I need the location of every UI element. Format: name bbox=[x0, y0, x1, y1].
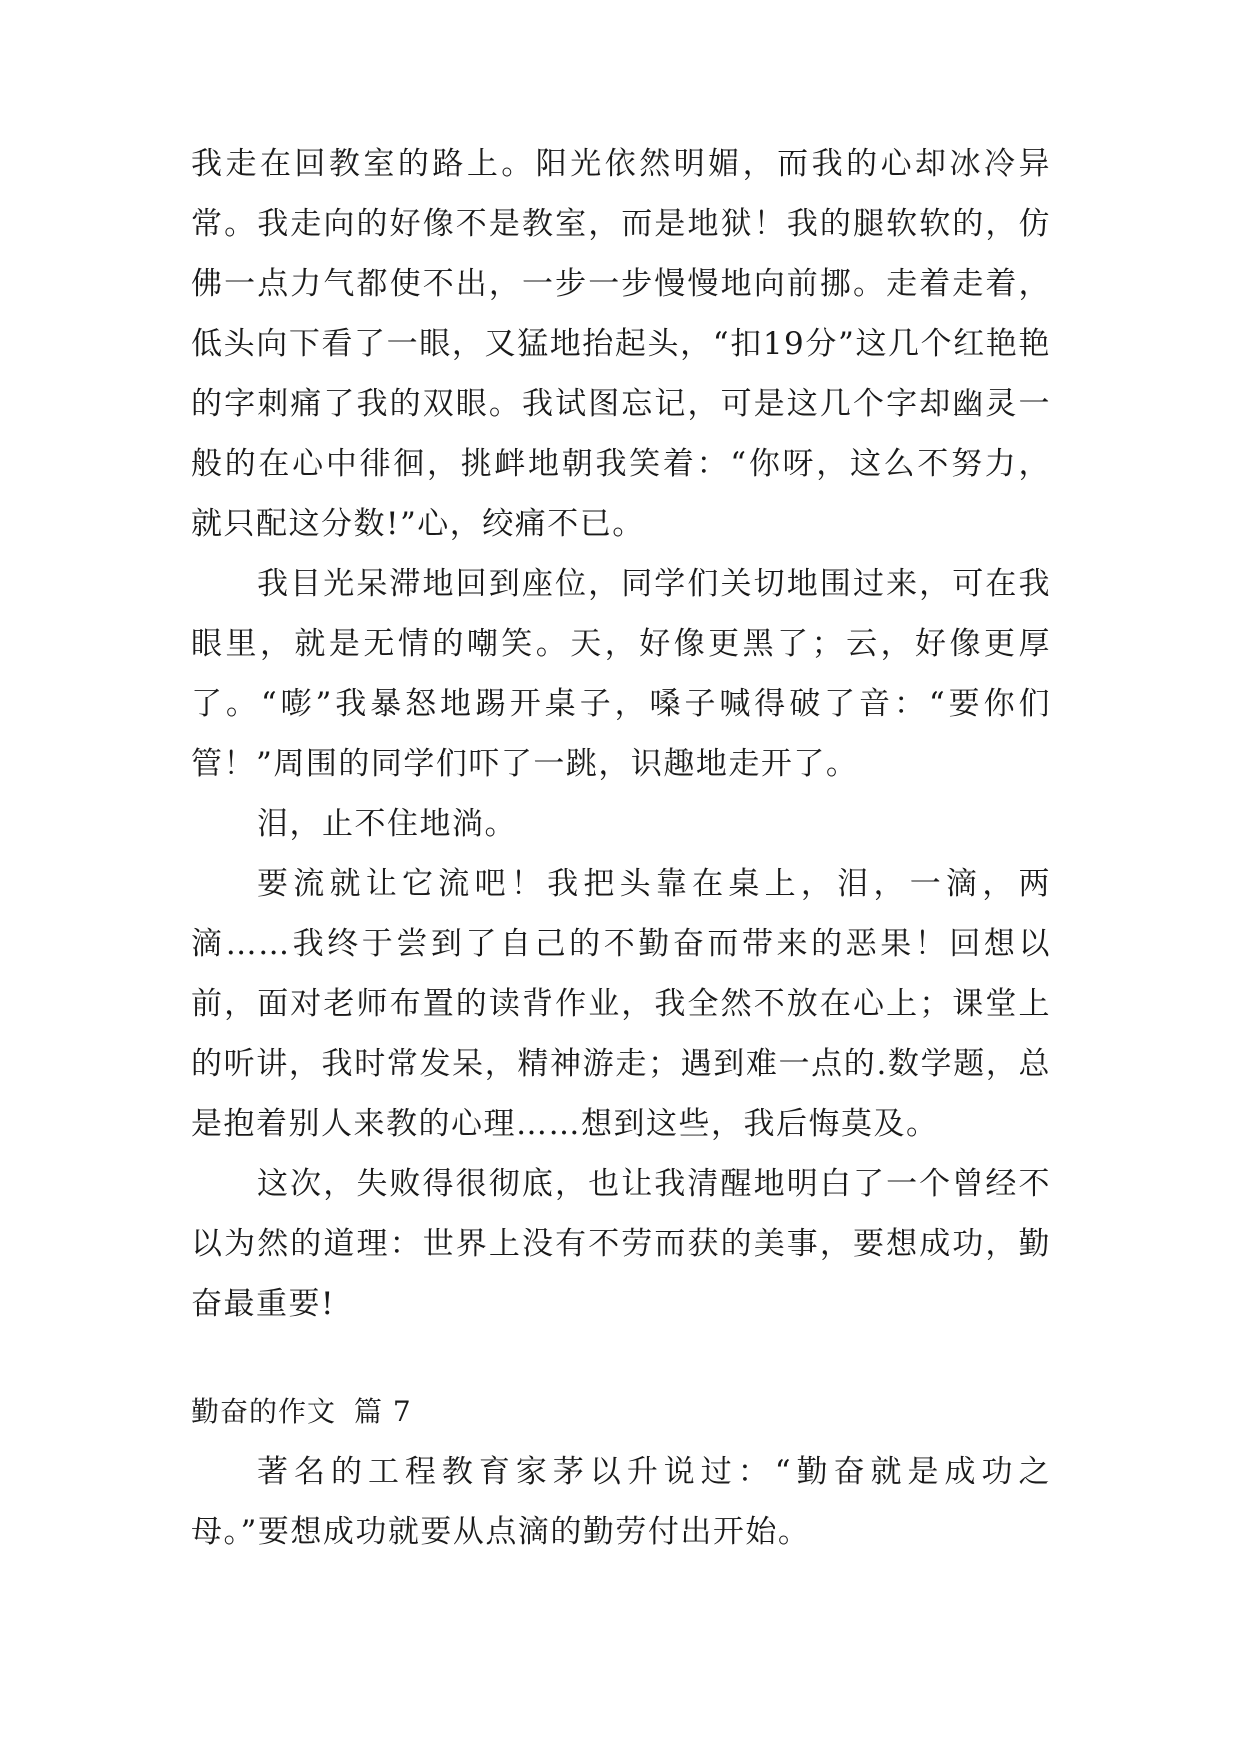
paragraph-4: 要流就让它流吧！我把头靠在桌上，泪，一滴，两滴……我终于尝到了自己的不勤奋而带来的恶果！回想以前，面对老师布置的读背作业，我全然不放在心上；课堂上的听讲，我时常发呆，精神游走；遇到难一点的.数学题，总是抱着别人来教的心理……想到这些，我后悔莫及。 bbox=[191, 866, 1051, 1142]
document-body bbox=[191, 134, 1051, 1562]
section-title: 勤奋的作文 bbox=[191, 1395, 337, 1428]
section-number: 篇 7 bbox=[354, 1395, 412, 1428]
section-paragraph-1: 著名的工程教育家茅以升说过：“勤奋就是成功之母。”要想成功就要从点滴的勤劳付出开始。 bbox=[191, 1454, 1051, 1550]
paragraph-3: 泪，止不住地淌。 bbox=[257, 806, 517, 842]
paragraph-5: 这次，失败得很彻底，也让我清醒地明白了一个曾经不以为然的道理：世界上没有不劳而获的美事，要想成功，勤奋最重要! bbox=[191, 1166, 1051, 1322]
paragraph-1: 我走在回教室的路上。阳光依然明媚，而我的心却冰冷异常。我走向的好像不是教室，而是地狱！我的腿软软的，仿佛一点力气都使不出，一步一步慢慢地向前挪。走着走着，低头向下看了一眼，又猛地抬起头，“扣19分”这几个红艳艳的字刺痛了我的双眼。我试图忘记，可是这几个字却幽灵一般的在心中徘徊，挑衅地朝我笑着：“你呀，这么不努力，就只配这分数!”心，绞痛不已。 bbox=[191, 146, 1051, 542]
paragraph-2: 我目光呆滞地回到座位，同学们关切地围过来，可在我眼里，就是无情的嘲笑。天，好像更黑了；云，好像更厚了。“嘭”我暴怒地踢开桌子，嗓子喊得破了音：“要你们管！”周围的同学们吓了一跳，识趣地走开了。 bbox=[191, 566, 1051, 782]
section-heading bbox=[191, 1382, 1051, 1442]
